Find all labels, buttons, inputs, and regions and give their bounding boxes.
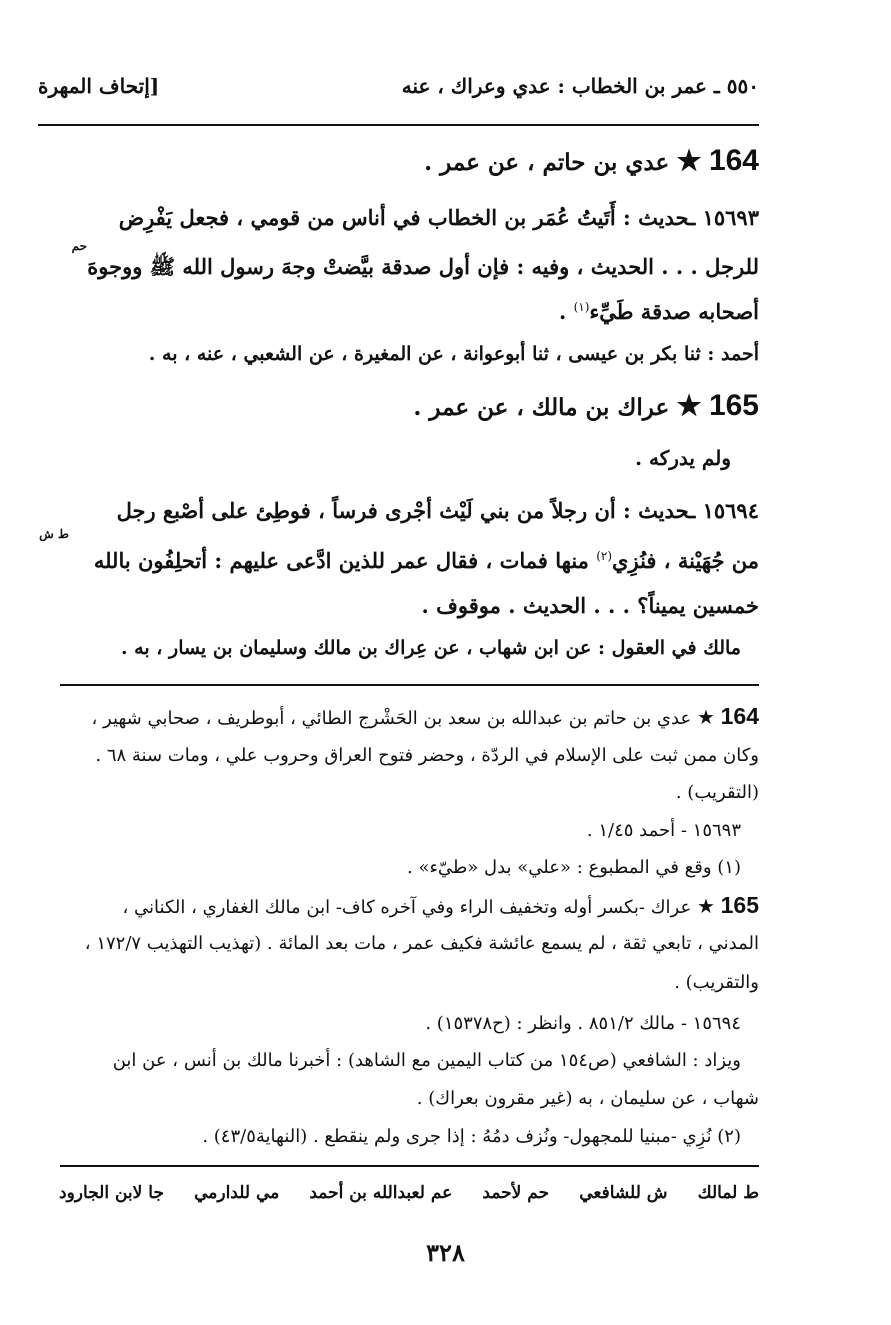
hadith-15693-line1: ١٥٦٩٣ ـحديث : أَتَيتُ عُمَر بن الخطاب في أناس من قومي ، فجعل يَفْرِض xyxy=(118,205,759,230)
footnote-1: (١) وقع في المطبوع : «علي» بدل «طيّء» . xyxy=(407,857,741,878)
footnote-number: 164 xyxy=(720,703,759,729)
hadith-15693-line3 xyxy=(559,299,759,324)
legend-item: مي للدارمي xyxy=(194,1183,280,1203)
footnote-164-line3: (التقريب) . xyxy=(675,782,759,803)
legend-item: جا لابن الجارود xyxy=(59,1183,164,1203)
footnote-15694: ١٥٦٩٤ - مالك ٨٥١/٢ . وانظر : (ح١٥٣٧٨) . xyxy=(425,1013,741,1034)
footnote-164-line2: وكان ممن ثبت على الإسلام في الردّة ، وحضر فتوح العراق وحروب علي ، ومات سنة ٦٨ . xyxy=(95,745,759,766)
biography-number: 164 xyxy=(708,144,759,177)
sigla-legend xyxy=(59,1183,759,1203)
footnote-ref: (١) xyxy=(573,300,590,314)
legend-rule xyxy=(60,1165,759,1167)
page-number: ٣٢٨ xyxy=(426,1238,465,1267)
footnote-164-line1 xyxy=(91,703,759,730)
hadith-text: منها فمات ، فقال عمر للذين ادَّعى عليهم : أتحلِفُون بالله xyxy=(93,548,597,573)
legend-item: ش للشافعي xyxy=(579,1183,668,1203)
hadith-15694-line3: خمسين يميناً؟ . . . الحديث . موقوف . xyxy=(421,593,759,618)
star-icon: ★ xyxy=(696,705,715,729)
footnote-text: عراك -بكسر أوله وتخفيف الراء وفي آخره كاف- ابن مالك الغفاري ، الكناني ، xyxy=(122,897,692,918)
running-header-title: ٥٥٠ ـ عمر بن الخطاب : عدي وعراك ، عنه xyxy=(401,74,759,98)
footnote-number: 165 xyxy=(720,892,759,918)
star-icon: ★ xyxy=(676,144,702,177)
footnote-ref: (٢) xyxy=(596,549,613,563)
hadith-15693-source: أحمد : ثنا بكر بن عيسى ، ثنا أبوعوانة ، عن المغيرة ، عن الشعبي ، عنه ، به . xyxy=(148,343,759,365)
siglum-mark: ط ش xyxy=(39,527,69,541)
hadith-15694-line2 xyxy=(94,548,759,573)
hadith-15694-line1: ١٥٦٩٤ ـحديث : أن رجلاً من بني لَيْث أجْرى فرساً ، فوطِئ على أصْبع رجل xyxy=(116,498,759,523)
biography-heading-164 xyxy=(424,144,759,178)
biography-note: ولم يدركه . xyxy=(635,446,731,470)
legend-item: حم لأحمد xyxy=(482,1183,550,1203)
star-icon: ★ xyxy=(696,894,715,918)
footnote-15693: ١٥٦٩٣ - أحمد ١/٤٥ . xyxy=(586,820,741,841)
footnote-165-line1 xyxy=(123,892,760,919)
biography-number: 165 xyxy=(708,389,759,422)
siglum-mark: حم xyxy=(71,239,87,253)
running-header-book: [إتحاف المهرة xyxy=(38,74,160,98)
hadith-text-end: . xyxy=(558,299,574,324)
footnote-addition-line2: شهاب ، عن سليمان ، به (غير مقرون بعراك) . xyxy=(416,1088,759,1109)
biography-title: عراك بن مالك ، عن عمر . xyxy=(413,394,670,421)
legend-item: ط لمالك xyxy=(697,1183,759,1203)
hadith-text: أصحابه صدقة طَيِّء xyxy=(589,299,759,324)
footnote-2: (٢) نُزِي -مبنيا للمجهول- ونُزف دمُهُ : إذا جرى ولم ينقطع . (النهاية٤٣/٥) . xyxy=(202,1126,741,1147)
footnote-text: عدي بن حاتم بن عبدالله بن سعد بن الحَشْرج الطائي ، أبوطريف ، صحابي شهير ، xyxy=(91,708,692,729)
biography-title: عدي بن حاتم ، عن عمر . xyxy=(424,149,670,176)
legend-item: عم لعبدالله بن أحمد xyxy=(309,1183,453,1203)
hadith-15694-source: مالك في العقول : عن ابن شهاب ، عن عِراك بن مالك وسليمان بن يسار ، به . xyxy=(120,637,741,659)
hadith-15693-line2: للرجل . . . الحديث ، وفيه : فإن أول صدقة بيَّضتْ وجهَ رسول الله ﷺ ووجوهَ xyxy=(87,254,759,279)
hadith-text: من جُهَيْنة ، فنُزِي xyxy=(612,548,759,573)
biography-heading-165 xyxy=(413,389,759,423)
star-icon: ★ xyxy=(676,389,702,422)
footnote-rule xyxy=(60,684,759,686)
footnote-addition-line1: ويزاد : الشافعي (ص١٥٤ من كتاب اليمين مع الشاهد) : أخبرنا مالك بن أنس ، عن ابن xyxy=(112,1050,741,1071)
footnote-165-line3: والتقريب) . xyxy=(674,972,759,993)
header-rule xyxy=(38,124,759,126)
footnote-165-line2: المدني ، تابعي ثقة ، لم يسمع عائشة فكيف عمر ، مات بعد المائة . (تهذيب التهذيب ١٧٢/٧ ، xyxy=(84,933,759,954)
